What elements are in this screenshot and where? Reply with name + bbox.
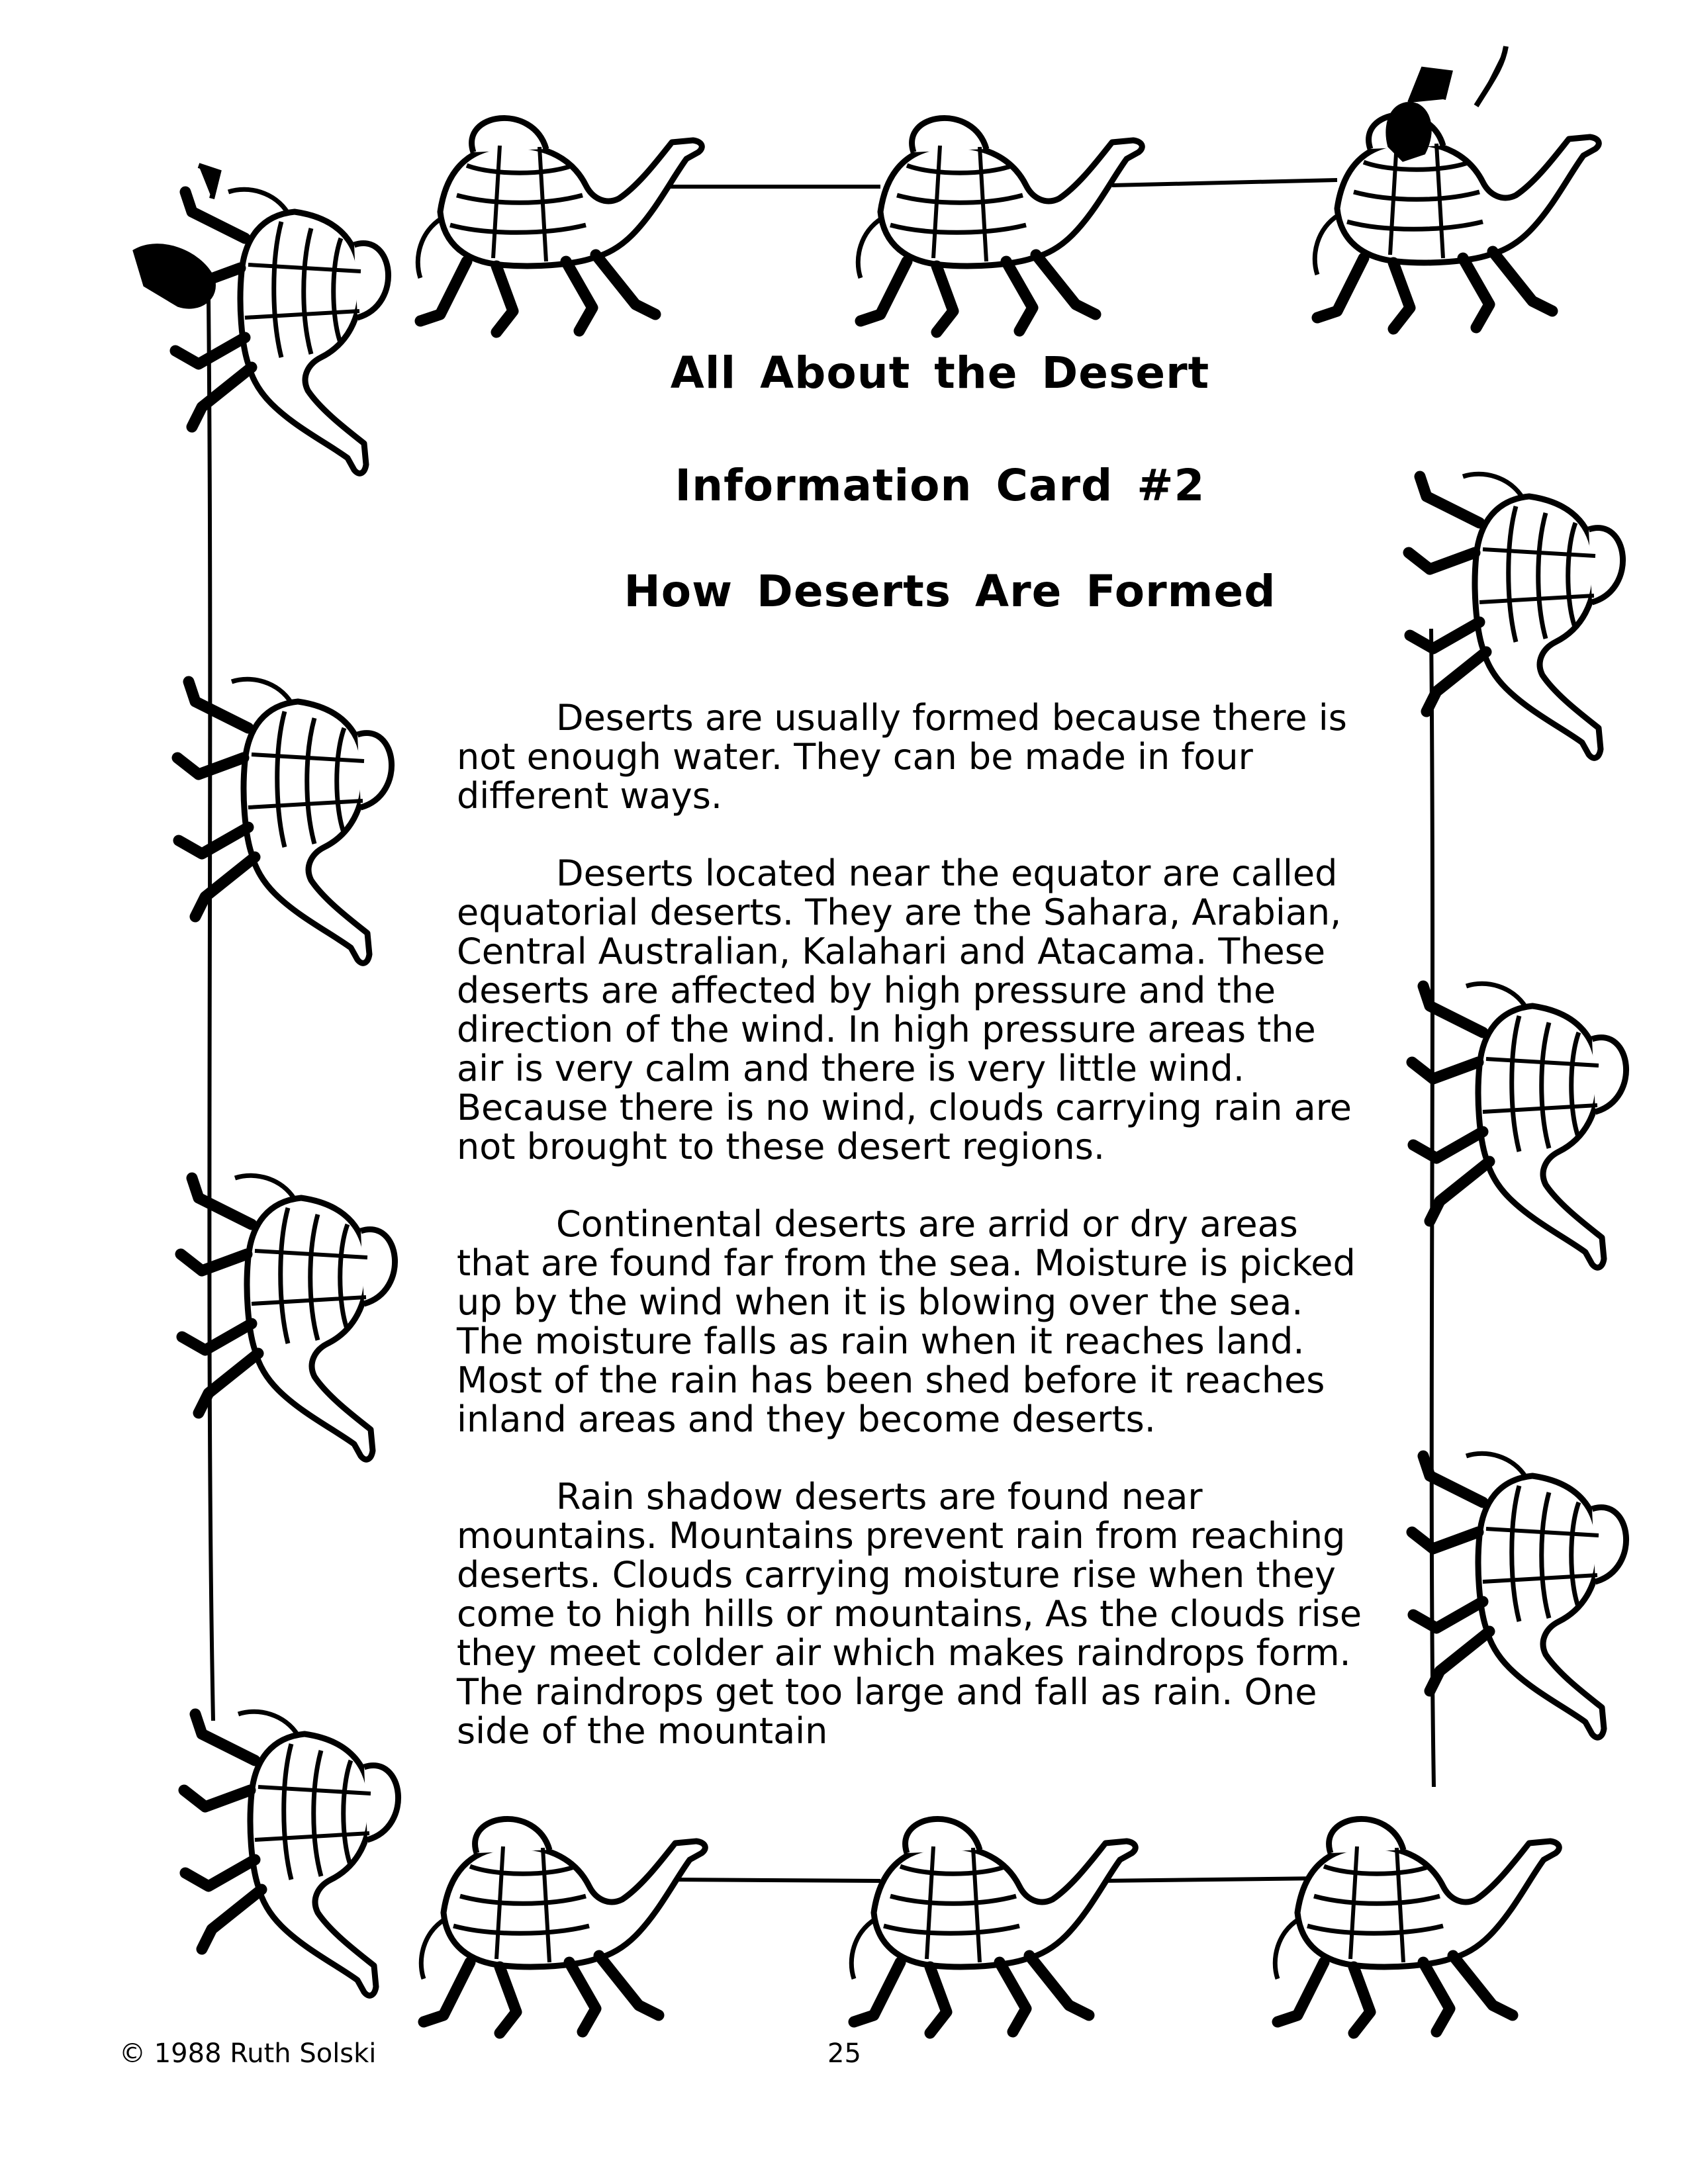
card-label: Information Card #2 — [675, 460, 1205, 511]
paragraph-rain-shadow-deserts: Rain shadow deserts are found near mountains. Mountains prevent rain from reaching deserts. Clouds carrying moisture rise when they come to high hills or mountains, As the clouds rise they meet colder air which makes raindrops form. The raindrops get too large and fall as rain. One side of the mountain — [457, 1476, 1362, 1752]
camel-left-2-icon — [181, 1175, 395, 1459]
camel-bottom-1-icon — [421, 1819, 705, 2033]
camel-left-3-icon — [184, 1711, 399, 1995]
section-heading: How Deserts Are Formed — [624, 566, 1276, 617]
copyright-notice: © 1988 Ruth Solski — [119, 2038, 377, 2069]
camel-rider-top-right-icon — [1315, 46, 1599, 329]
camel-rider-top-left-icon — [136, 165, 389, 473]
paragraph-continental-deserts: Continental deserts are arrid or dry areas that are found far from the sea. Moisture is picked up by the wind when it is blowing over the sea. The moisture falls as rain when it reaches land. Most of the rain has been shed before it reaches inland areas and they become deserts. — [457, 1203, 1356, 1440]
camel-bottom-3-icon — [1275, 1819, 1559, 2033]
camel-right-2-icon — [1412, 983, 1626, 1267]
page-title: All About the Desert — [670, 347, 1210, 398]
article-body — [457, 698, 1364, 1789]
paragraph-intro: Deserts are usually formed because there is not enough water. They can be made in four different ways. — [457, 697, 1347, 817]
paragraph-equatorial-deserts: Deserts located near the equator are called equatorial deserts. They are the Sahara, Arabian, Central Australian, Kalahari and Atacama. These deserts are affected by high pressure and the direction of the wind. In high pressure areas the air is very calm and there is very little wind. Because there is no wind, clouds carrying rain are not brought to these desert regions. — [457, 852, 1352, 1167]
camel-top-1-icon — [418, 118, 702, 332]
camel-top-2-icon — [858, 118, 1142, 332]
camel-right-3-icon — [1412, 1453, 1626, 1737]
camel-bottom-2-icon — [851, 1819, 1135, 2033]
page-number: 25 — [827, 2038, 861, 2069]
camel-right-1-icon — [1409, 474, 1623, 758]
